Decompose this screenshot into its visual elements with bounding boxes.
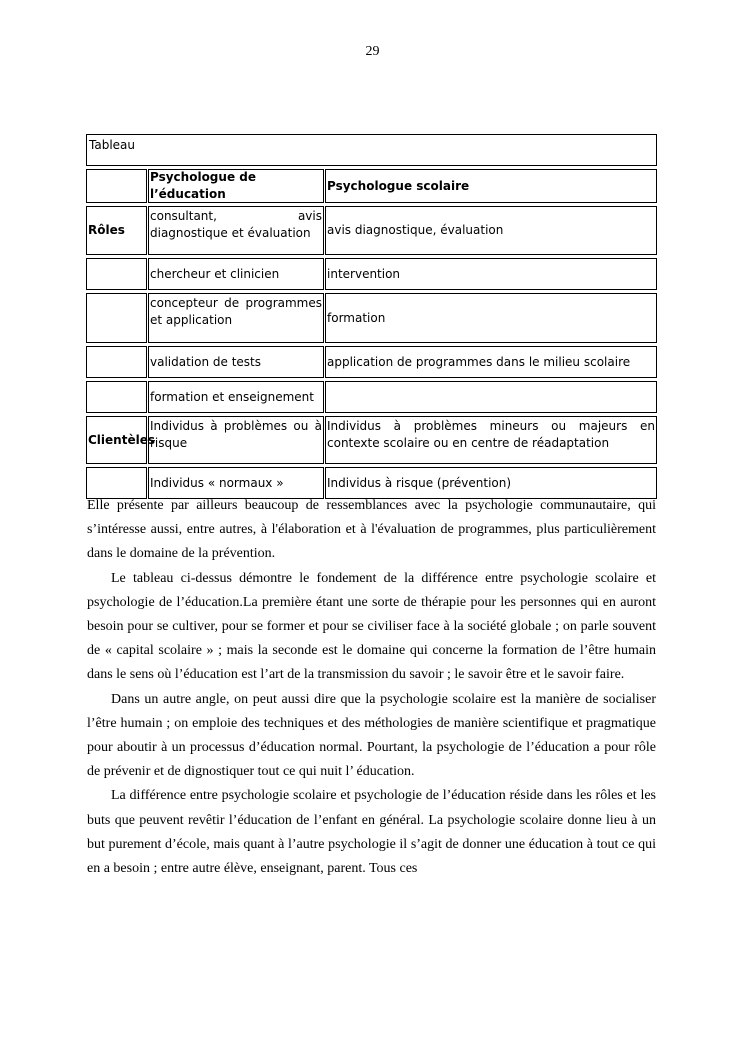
header-cell-education: Psychologue de l’éducation bbox=[148, 169, 324, 203]
body-text bbox=[87, 494, 656, 881]
row-cell-education: consultant, avis diagnostique et évaluation bbox=[148, 206, 324, 255]
row-label: Clientèles bbox=[86, 416, 147, 464]
row-cell-education: formation et enseignement bbox=[148, 381, 324, 413]
row-cell-education: Individus « normaux » bbox=[148, 467, 324, 499]
table-row bbox=[86, 258, 657, 290]
row-cell-scolaire: avis diagnostique, évaluation bbox=[325, 206, 657, 255]
header-cell-empty bbox=[86, 169, 147, 203]
paragraph: Dans un autre angle, on peut aussi dire que la psychologie scolaire est la manière de socialiser l’être humain ; on emploie des techniques et des méthologies de manière scientifique et pragmatique pour aboutir à un processus d’éducation normal. Pourtant, la psychologie de l’éducation a pour rôle de prévenir et de dignostiquer tout ce qui nuit l’ éducation. bbox=[87, 691, 656, 780]
row-cell-education: chercheur et clinicien bbox=[148, 258, 324, 290]
row-label bbox=[86, 293, 147, 343]
row-label bbox=[86, 258, 147, 290]
row-cell-scolaire: application de programmes dans le milieu scolaire bbox=[325, 346, 657, 378]
table-title: Tableau bbox=[86, 134, 657, 166]
paragraph: Le tableau ci-dessus démontre le fondement de la différence entre psychologie scolaire et psychologie de l’éducation.La première étant une sorte de thérapie pour les personnes qui en auront besoin pour se cultiver, pour se former et pour se civiliser face à la société globale ; on parle souvent de « capital scolaire » ; mais la seconde est le domaine qui concerne la formation de l’être humain dans le sens où l’éducation est l’art de la transmission du savoir ; le savoir être et le savoir faire. bbox=[87, 570, 656, 683]
table-header-row bbox=[86, 169, 657, 203]
row-cell-scolaire: Individus à risque (prévention) bbox=[325, 467, 657, 499]
row-cell-education: validation de tests bbox=[148, 346, 324, 378]
table-row bbox=[86, 346, 657, 378]
row-cell-scolaire bbox=[325, 381, 657, 413]
table-row bbox=[86, 416, 657, 464]
row-cell-education: concepteur de programmes et application bbox=[148, 293, 324, 343]
row-label bbox=[86, 381, 147, 413]
table-row bbox=[86, 293, 657, 343]
row-cell-scolaire: Individus à problèmes mineurs ou majeurs en contexte scolaire ou en centre de réadaptation bbox=[325, 416, 657, 464]
table-row bbox=[86, 206, 657, 255]
row-cell-scolaire: intervention bbox=[325, 258, 657, 290]
page-number: 29 bbox=[365, 44, 380, 59]
table-row bbox=[86, 381, 657, 413]
paragraph: Elle présente par ailleurs beaucoup de ressemblances avec la psychologie communautaire, qui s’intéresse aussi, entre autres, à l'élaboration et à l'évaluation de programmes, plus particulièrement dans le domaine de la prévention. bbox=[87, 498, 656, 562]
row-cell-scolaire: formation bbox=[325, 293, 657, 343]
row-label: Rôles bbox=[86, 206, 147, 255]
paragraph: La différence entre psychologie scolaire et psychologie de l’éducation réside dans les rôles et les buts que peuvent revêtir l’éducation de l’enfant en général. La psychologie scolaire donne lieu à un but purement d’école, mais quant à l’autre psychologie il s’agit de donner une éducation à tout ce qui en a besoin ; entre autre élève, enseignant, parent. Tous ces bbox=[87, 788, 656, 877]
row-label bbox=[86, 346, 147, 378]
header-cell-scolaire: Psychologue scolaire bbox=[325, 169, 657, 203]
row-cell-education: Individus à problèmes ou à risque bbox=[148, 416, 324, 464]
comparison-table bbox=[86, 134, 657, 499]
